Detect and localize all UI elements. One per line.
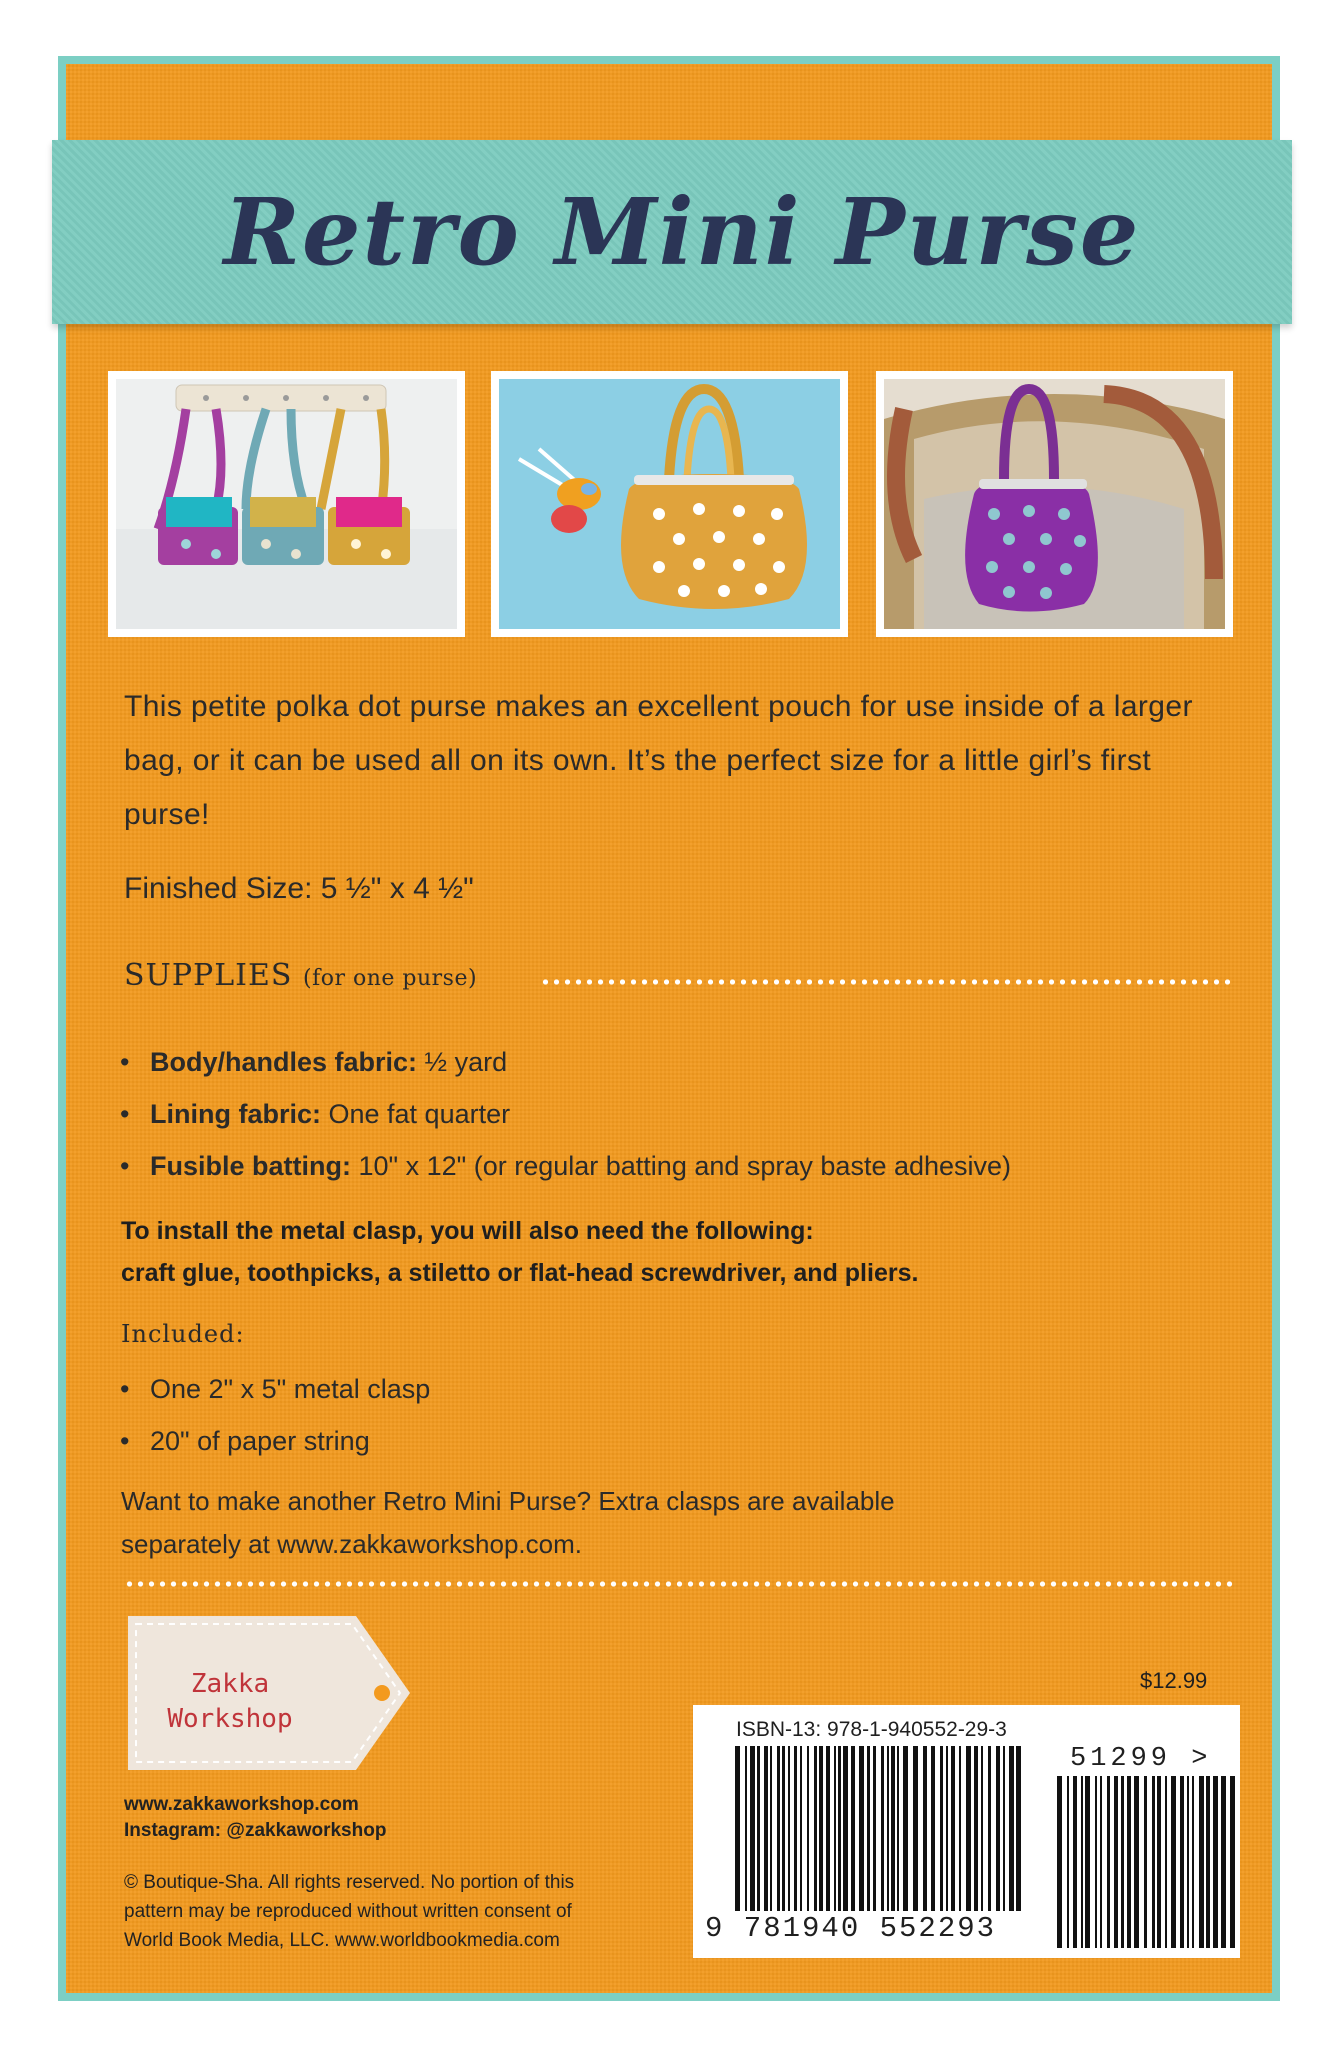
instagram-handle: Instagram: @zakkaworkshop (124, 1820, 387, 1841)
barcode-bar (1134, 1776, 1139, 1948)
dotted-divider (540, 979, 1234, 985)
addon-digits: 51299 > (1070, 1744, 1212, 1774)
barcode-bar (800, 1746, 802, 1911)
list-item (120, 1036, 1011, 1088)
list-item (120, 1415, 430, 1467)
item-value: 20" of paper string (150, 1426, 370, 1456)
barcode-bar (1192, 1776, 1194, 1948)
install-line: craft glue, toothpicks, a stiletto or flat-head screwdriver, and pliers. (121, 1259, 919, 1287)
barcode-bar (1171, 1776, 1176, 1948)
bullet-icon: • (120, 1374, 130, 1404)
barcode-bar (1067, 1776, 1069, 1948)
barcode-bar (735, 1746, 740, 1911)
barcode-bar (1165, 1776, 1167, 1948)
barcode-bar (1157, 1776, 1161, 1948)
barcode-bar (974, 1746, 978, 1911)
bullet-icon: • (120, 1426, 130, 1456)
barcode-bar (814, 1746, 817, 1911)
bullet-icon: • (120, 1099, 130, 1129)
barcode-bar (1206, 1776, 1210, 1948)
barcode-bar (903, 1746, 908, 1911)
supplies-title: SUPPLIES (124, 958, 293, 993)
barcode-bar (887, 1746, 889, 1911)
barcode-bar (1085, 1776, 1090, 1948)
barcode-bar (1199, 1776, 1204, 1948)
extra-line: Want to make another Retro Mini Purse? Extra clasps are available (121, 1486, 895, 1516)
supplies-heading (124, 958, 477, 993)
barcode-bar (913, 1746, 918, 1911)
barcode-bar (931, 1746, 935, 1911)
barcode-bar (750, 1746, 755, 1911)
yellow-polka-dot-purse-photo-icon (499, 379, 840, 629)
supplies-list (120, 1036, 1011, 1192)
barcode-bar (1100, 1776, 1102, 1948)
barcode-bar (826, 1746, 830, 1911)
ean-barcode-icon (735, 1746, 1025, 1911)
barcode-bar (897, 1746, 899, 1911)
barcode-bar (867, 1746, 870, 1911)
barcode-bar (838, 1746, 841, 1911)
barcode-bar (1081, 1776, 1083, 1948)
barcode-bar (1003, 1746, 1005, 1911)
barcode-bar (988, 1746, 991, 1911)
tag-line1: Zakka (190, 1669, 270, 1699)
barcode-bar (843, 1746, 848, 1911)
barcode-bar (757, 1746, 760, 1911)
description: This petite polka dot purse makes an excellent pouch for use inside of a larger bag, or it can be used all on its own. It’s the perfect size for a little girl’s first purse! (124, 690, 1193, 831)
barcode-bar (788, 1746, 790, 1911)
barcode-bar (966, 1746, 971, 1911)
barcode-bar (851, 1746, 855, 1911)
contact-info (124, 1792, 386, 1844)
bullet-icon: • (120, 1047, 130, 1077)
barcode-bar (1107, 1776, 1110, 1948)
item-value: 10" x 12" (or regular batting and spray baste adhesive) (350, 1151, 1012, 1181)
barcode-bar (1114, 1776, 1118, 1948)
photo-yellow-purse (491, 371, 848, 637)
barcode-bar (1213, 1776, 1218, 1948)
included-heading: Included: (121, 1320, 245, 1348)
barcode-bar (1221, 1776, 1226, 1948)
barcode-bar (1073, 1776, 1077, 1948)
photo-purses-on-hook (108, 371, 465, 637)
bullet-icon: • (120, 1151, 130, 1181)
barcode-bar (1016, 1746, 1021, 1911)
barcode-bar (1095, 1776, 1097, 1948)
barcode-bar (959, 1746, 961, 1911)
price: $12.99 (1140, 1668, 1208, 1693)
barcode-bar (1230, 1776, 1235, 1948)
barcode-bar (770, 1746, 772, 1911)
dotted-divider (124, 1581, 1234, 1587)
barcode-bar (859, 1746, 864, 1911)
barcode-bar (940, 1746, 943, 1911)
extra-clasps-note (121, 1480, 895, 1566)
page-title: Retro Mini Purse (223, 178, 1141, 286)
finished-size: Finished Size: 5 ½" x 4 ½" (124, 872, 474, 905)
barcode-bar (777, 1746, 780, 1911)
barcode-bar (764, 1746, 768, 1911)
item-label: Lining fabric: (150, 1099, 321, 1129)
barcode-bar (951, 1746, 955, 1911)
barcode-bar (996, 1746, 1000, 1911)
install-line: To install the metal clasp, you will also need the following: (121, 1217, 814, 1245)
barcode-bar (873, 1746, 876, 1911)
barcode-bar (946, 1746, 948, 1911)
barcode-bar (1180, 1776, 1184, 1948)
list-item (120, 1140, 1011, 1192)
barcode-bar (891, 1746, 895, 1911)
install-note (121, 1210, 918, 1294)
barcode-bar (1187, 1776, 1189, 1948)
barcode-bar (881, 1746, 884, 1911)
barcode-bar (1009, 1746, 1014, 1911)
supplies-subheading: (for one purse) (302, 966, 478, 991)
addon-barcode-icon (1057, 1776, 1237, 1948)
copyright-line: World Book Media, LLC. www.worldbookmedia.com (124, 1930, 560, 1951)
item-value: One fat quarter (321, 1099, 511, 1129)
barcode-bar (819, 1746, 823, 1911)
item-value: One 2" x 5" metal clasp (150, 1374, 431, 1404)
barcode-bar (923, 1746, 927, 1911)
isbn: ISBN-13: 978-1-940552-29-3 (736, 1718, 1007, 1741)
list-item (120, 1363, 430, 1415)
barcode-bar (1121, 1776, 1124, 1948)
barcode-bar (782, 1746, 785, 1911)
barcode-bar (1152, 1776, 1155, 1948)
tag-line2: Workshop (167, 1704, 293, 1734)
barcode-bar (794, 1746, 797, 1911)
purses-on-hook-photo-icon (116, 379, 457, 629)
barcode-bar (1127, 1776, 1131, 1948)
ean-digits: 9 781940 552293 (705, 1912, 997, 1945)
barcode-bar (981, 1746, 983, 1911)
item-label: Body/handles fabric: (150, 1047, 418, 1077)
barcode-bar (1057, 1776, 1062, 1948)
item-value: ½ yard (417, 1047, 508, 1077)
barcode-bar (834, 1746, 836, 1911)
item-label: Fusible batting: (150, 1151, 351, 1181)
barcode-bar (745, 1746, 747, 1911)
copyright-notice (124, 1868, 664, 1955)
included-list (120, 1363, 430, 1467)
zakka-workshop-tag-logo (124, 1612, 414, 1774)
list-item (120, 1088, 1011, 1140)
extra-line: separately at www.zakkaworkshop.com. (121, 1529, 582, 1559)
barcode-bar (807, 1746, 809, 1911)
copyright-line: pattern may be reproduced without written consent of (124, 1901, 572, 1922)
copyright-line: © Boutique-Sha. All rights reserved. No portion of this (124, 1872, 575, 1893)
photo-purple-purse (876, 371, 1233, 637)
purple-polka-dot-purse-photo-icon (884, 379, 1225, 629)
website-link[interactable]: www.zakkaworkshop.com (124, 1794, 359, 1815)
barcode-bar (1144, 1776, 1147, 1948)
